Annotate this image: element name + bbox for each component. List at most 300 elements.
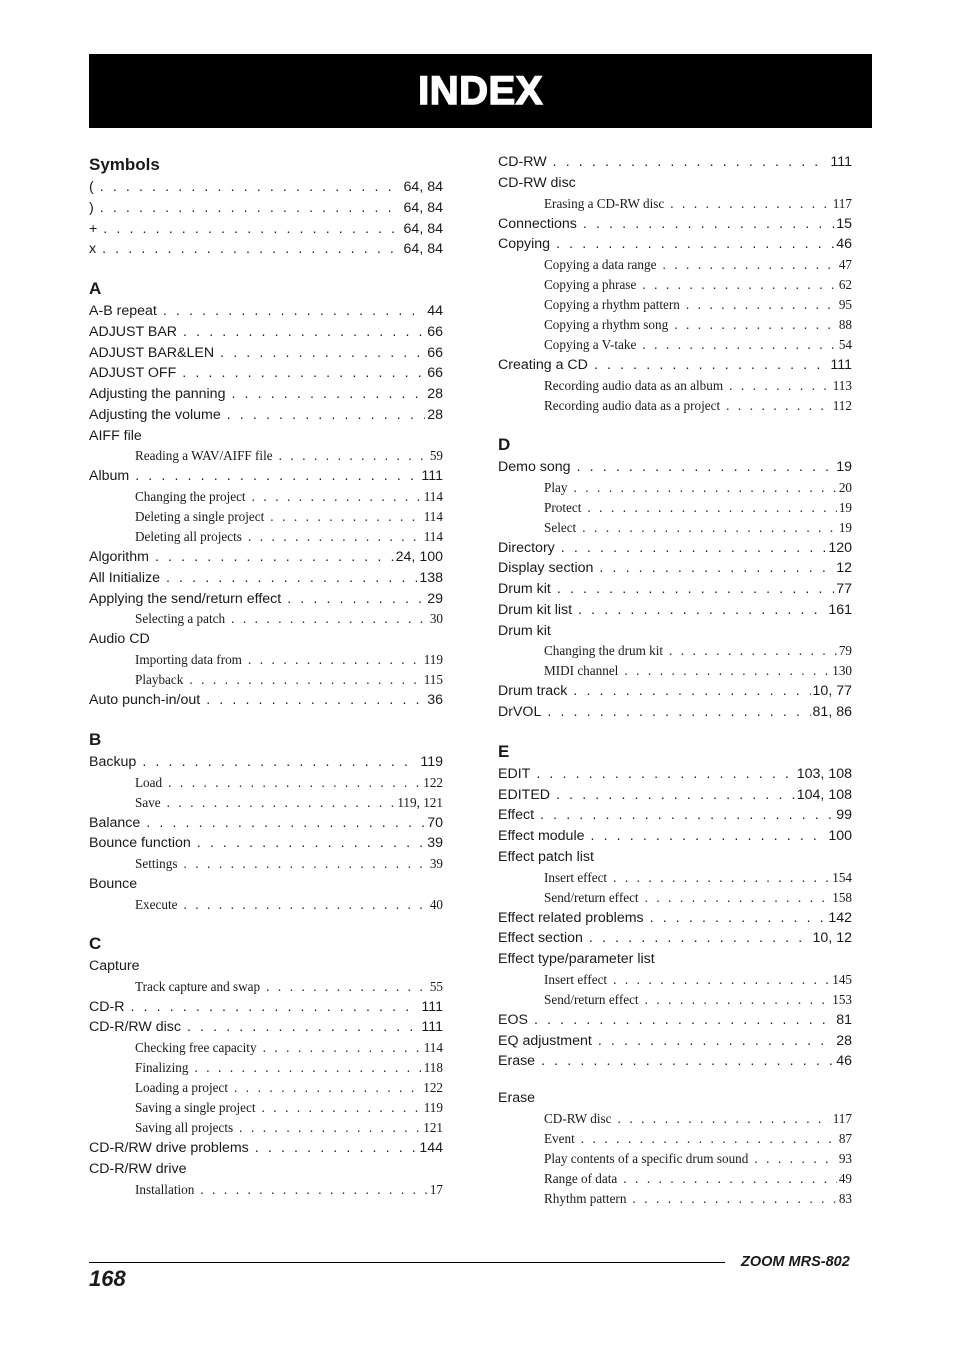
leader-dots [263,1038,422,1058]
index-entry [89,690,443,711]
index-subentry [498,295,852,315]
entry-spacer [498,1072,852,1088]
index-subentry [498,1149,852,1169]
leader-dots [536,764,794,785]
entry-term: ADJUST BAR [89,323,178,340]
leader-dots [662,255,836,275]
index-subentry [498,661,852,681]
index-subentry [498,498,852,518]
index-subentry [89,527,443,547]
entry-term: Copying a phrase [544,277,637,292]
leader-dots [674,315,837,335]
index-entry [89,343,443,364]
index-subentry [89,854,443,874]
entry-term: Audio CD [89,631,150,648]
index-entry [89,1159,443,1180]
entry-term: Selecting a patch [135,611,226,627]
section-heading: Symbols [89,155,160,174]
entry-pages: 64, 84 [403,199,443,216]
entry-term: CD-R/RW drive problems [89,1140,249,1156]
entry-pages: 77 [836,581,852,597]
leader-dots [239,1118,421,1138]
index-entry [89,239,443,260]
index-entry [498,764,852,785]
index-entry [498,702,852,723]
entry-pages: 39 [427,835,443,852]
index-entry [498,908,852,929]
entry-term: Applying the send/return effect [89,590,282,607]
index-subentry [89,1058,443,1078]
entry-pages: 81, 86 [812,704,852,720]
leader-dots [270,507,421,527]
entry-pages: 120 [828,539,852,556]
index-entry [89,629,443,650]
leader-dots [754,1149,836,1169]
leader-dots [645,990,831,1010]
leader-dots [200,1180,427,1200]
index-subentry [89,487,443,507]
entry-term: Recording audio data as an album [544,377,724,393]
index-subentry [89,446,443,466]
index-subentry [89,793,443,813]
leader-dots [142,752,418,773]
entry-pages: 99 [836,807,852,824]
entry-term: + [89,220,98,237]
leader-dots [650,908,827,929]
entry-pages: 40 [429,896,443,912]
entry-pages: 55 [429,978,443,994]
entry-pages: 28 [427,386,443,402]
entry-pages: 130 [832,663,852,679]
entry-term: Event [544,1130,575,1146]
leader-dots [231,609,428,629]
index-subentry [89,1078,443,1098]
index-subentry [498,1109,852,1129]
index-entry [89,384,443,405]
entry-pages: 111 [830,357,852,373]
entry-pages: 81 [836,1011,852,1028]
index-subentry [498,396,852,416]
index-entry [498,457,852,478]
entry-term: Effect related problems [498,909,644,926]
entry-term: Checking free capacity [135,1040,257,1055]
leader-dots [632,1189,836,1209]
leader-dots [726,396,831,416]
entry-pages: 122 [423,774,443,790]
entry-pages: 161 [828,601,852,618]
entry-term: Settings [135,856,178,871]
leader-dots [266,977,428,997]
index-entry [89,568,443,589]
leader-dots [573,478,836,498]
leader-dots [187,1017,419,1038]
leader-dots [182,363,425,384]
index-entry [498,214,852,235]
entry-pages: 28 [427,406,443,423]
entry-pages: 66 [427,323,443,340]
leader-dots [582,518,837,538]
index-entry [498,826,852,847]
entry-pages: 118 [423,1060,443,1075]
entry-pages: 88 [838,317,852,332]
entry-pages: 10, 12 [812,930,852,947]
leader-dots [155,547,394,568]
entry-term: Importing data from [135,652,242,667]
entry-term: Bounce function [89,835,191,852]
entry-term: Deleting all projects [135,529,242,544]
entry-pages: 29 [427,590,443,607]
entry-pages: 28 [836,1032,852,1049]
index-entry [498,234,852,255]
entry-pages: 12 [836,560,852,577]
index-subentry [498,335,852,355]
entry-pages: 112 [832,397,852,413]
leader-dots [583,214,834,235]
index-column-left [89,152,443,1216]
entry-pages: 36 [427,692,443,708]
entry-pages: 15 [836,215,852,232]
product-name: ZOOM MRS-802 [741,1254,850,1270]
index-entry [89,956,443,977]
entry-term: Album [89,468,130,485]
entry-term: Play [544,479,568,495]
index-subentry [89,773,443,793]
index-entry [498,355,852,376]
index-subentry [498,970,852,990]
leader-dots [557,579,834,600]
entry-pages: 153 [832,991,852,1007]
entry-term: Loading a project [135,1080,229,1095]
entry-pages: 95 [838,297,852,312]
section-heading: B [89,729,102,749]
entry-term: Play contents of a specific drum sound [544,1150,749,1166]
entry-term: Effect patch list [498,848,594,865]
entry-term: Copying [498,236,551,253]
index-column-right [498,152,852,1225]
index-entry [498,847,852,868]
entry-pages: 119 [420,753,443,770]
entry-term: CD-RW disc [498,174,576,191]
entry-term: Track capture and swap [135,978,261,994]
leader-dots [561,538,827,559]
entry-term: Send/return effect [544,889,639,905]
entry-term: Saving all projects [135,1120,234,1135]
entry-pages: 64, 84 [403,241,443,258]
entry-term: Demo song [498,458,571,475]
leader-dots [598,1031,834,1052]
index-entry [89,405,443,426]
index-subentry [498,315,852,335]
leader-dots [197,833,425,854]
entry-term: Installation [135,1181,195,1197]
entry-term: CD-RW [498,154,547,170]
index-entry [498,681,852,702]
index-section [89,152,443,260]
leader-dots [642,275,837,295]
entry-term: CD-R/RW drive [89,1160,187,1177]
index-subentry [498,1189,852,1209]
entry-term: Effect [498,807,535,824]
entry-pages: 46 [836,1053,852,1070]
index-entry [498,785,852,806]
entry-term: Display section [498,560,594,577]
leader-dots [166,568,417,589]
entry-term: Effect section [498,930,583,947]
entry-pages: 119 [423,1100,443,1115]
index-subentry [498,275,852,295]
entry-pages: 46 [836,236,852,253]
entry-pages: 93 [838,1150,852,1166]
index-entry [498,1010,852,1031]
index-subentry [498,868,852,888]
leader-dots [194,1058,421,1078]
entry-pages: 114 [423,529,443,544]
index-section [89,276,443,711]
section-heading: A [89,279,102,298]
leader-dots [146,813,425,834]
entry-pages: 66 [427,344,443,361]
index-entry [498,1031,852,1052]
leader-dots [587,498,836,518]
entry-pages: 144 [419,1140,443,1156]
entry-term: Finalizing [135,1060,189,1075]
entry-term: All Initialize [89,569,160,586]
entry-term: Creating a CD [498,357,588,373]
entry-term: Adjusting the panning [89,386,226,402]
entry-term: MIDI channel [544,663,619,679]
leader-dots [642,335,837,355]
index-entry [89,177,443,198]
entry-term: Drum track [498,683,568,700]
entry-term: Protect [544,499,582,515]
index-subentry [89,1118,443,1138]
entry-term: CD-R [89,998,125,1015]
leader-dots [589,928,811,949]
index-subentry [498,376,852,396]
leader-dots [577,457,835,478]
leader-dots [547,702,810,723]
leader-dots [130,997,419,1018]
entry-term: ( [89,179,94,195]
leader-dots [599,558,834,579]
index-entry [498,558,852,579]
leader-dots [613,970,830,990]
index-subentry [498,478,852,498]
index-banner [89,54,872,128]
index-entry [498,173,852,194]
index-subentry [89,650,443,670]
entry-term: Deleting a single project [135,509,265,524]
index-subentry [498,990,852,1010]
entry-pages: 20 [838,479,852,495]
entry-pages: 103, 108 [796,765,852,782]
index-entry [498,805,852,826]
index-entry [89,1017,443,1038]
index-section [498,432,852,723]
leader-dots [163,301,425,322]
index-entry [498,579,852,600]
entry-term: Drum kit list [498,601,573,618]
entry-pages: 64, 84 [403,179,443,195]
leader-dots [670,194,830,214]
entry-term: EOS [498,1011,528,1028]
leader-dots [729,376,831,396]
index-section [89,931,443,1200]
entry-pages: 30 [429,611,443,627]
entry-term: Load [135,774,163,790]
index-entry [89,874,443,895]
entry-term: Copying a data range [544,257,657,272]
index-entry [89,547,443,568]
leader-dots [248,527,422,547]
leader-dots [594,355,829,376]
leader-dots [103,219,401,240]
leader-dots [231,384,425,405]
entry-pages: 158 [832,889,852,905]
index-section [498,739,852,1209]
leader-dots [645,888,831,908]
entry-term: Select [544,519,577,535]
index-entry [498,600,852,621]
leader-dots [287,589,425,610]
entry-pages: 111 [421,998,443,1015]
entry-pages: 119, 121 [397,794,443,810]
index-subentry [89,507,443,527]
section-heading: D [498,434,511,454]
entry-term: Insert effect [544,869,608,885]
entry-pages: 111 [830,154,852,170]
entry-term: Save [135,794,161,810]
entry-term: Reading a WAV/AIFF file [135,448,273,464]
leader-dots [234,1078,421,1098]
entry-pages: 114 [423,489,443,504]
entry-pages: 54 [838,337,852,352]
leader-dots [135,466,419,487]
leader-dots [613,868,830,888]
entry-pages: 66 [427,365,443,382]
leader-dots [248,650,422,670]
leader-dots [540,805,834,826]
index-section [89,727,443,915]
entry-term: Algorithm [89,549,149,565]
index-subentry [89,1180,443,1200]
entry-term: Copying a rhythm song [544,317,669,332]
leader-dots [618,1109,831,1129]
entry-pages: 39 [429,856,443,871]
entry-term: Copying a V-take [544,337,637,352]
index-entry [89,322,443,343]
leader-dots [573,681,810,702]
leader-dots [553,152,829,173]
entry-term: Insert effect [544,971,608,987]
entry-term: Saving a single project [135,1100,256,1115]
entry-term: Drum kit [498,622,551,639]
leader-dots [206,690,425,711]
entry-pages: 121 [423,1120,443,1135]
entry-pages: 114 [423,1040,443,1055]
entry-term: Erase [498,1053,536,1070]
index-entry [89,219,443,240]
index-subentry [498,1129,852,1149]
entry-term: CD-RW disc [544,1110,612,1126]
entry-term: Adjusting the volume [89,406,221,423]
index-entry [498,949,852,970]
entry-pages: 154 [832,869,852,885]
entry-term: x [89,241,97,258]
entry-pages: 70 [427,814,443,831]
entry-pages: 111 [421,468,443,485]
index-entry [498,1051,852,1072]
entry-term: EDIT [498,765,531,782]
entry-pages: 19 [838,519,852,535]
leader-dots [227,405,426,426]
leader-dots [252,487,422,507]
leader-dots [189,670,421,690]
entry-pages: 145 [832,971,852,987]
entry-pages: 19 [836,458,852,475]
entry-pages: 114 [423,509,443,524]
entry-term: Backup [89,753,137,770]
leader-dots [167,793,396,813]
entry-term: Rhythm pattern [544,1190,627,1206]
entry-term: DrVOL [498,704,542,720]
index-subentry [89,609,443,629]
leader-dots [279,446,428,466]
entry-pages: 59 [429,448,443,464]
entry-pages: 117 [832,1110,852,1126]
page-title: INDEX [418,68,543,113]
entry-term: Erase [498,1090,536,1106]
entry-term: Connections [498,215,577,232]
leader-dots [100,177,402,198]
entry-term: EQ adjustment [498,1032,592,1049]
leader-dots [183,895,427,915]
index-entry [89,997,443,1018]
footer-rule [89,1262,725,1263]
index-entry [498,621,852,642]
leader-dots [168,773,421,793]
entry-term: Bounce [89,876,138,892]
index-entry [89,426,443,447]
entry-pages: 19 [838,499,852,515]
entry-pages: 24, 100 [395,549,443,565]
entry-pages: 111 [421,1019,443,1036]
index-subentry [498,641,852,661]
index-entry [89,752,443,773]
leader-dots [220,343,425,364]
entry-term: Changing the drum kit [544,643,664,659]
entry-term: Effect module [498,828,585,844]
index-entry [89,1138,443,1159]
leader-dots [556,234,834,255]
entry-pages: 79 [838,643,852,659]
section-heading: E [498,741,510,761]
entry-term: AIFF file [89,427,142,444]
entry-pages: 49 [838,1170,852,1186]
index-entry [89,363,443,384]
entry-pages: 64, 84 [403,220,443,237]
entry-pages: 104, 108 [796,786,852,803]
index-subentry [498,518,852,538]
entry-term: ADJUST BAR&LEN [89,344,215,361]
entry-term: ADJUST OFF [89,365,177,382]
index-entry [89,589,443,610]
entry-term: Balance [89,814,141,831]
entry-term: Auto punch-in/out [89,692,201,708]
index-entry [498,1088,852,1109]
index-entry [498,152,852,173]
entry-pages: 87 [838,1130,852,1146]
